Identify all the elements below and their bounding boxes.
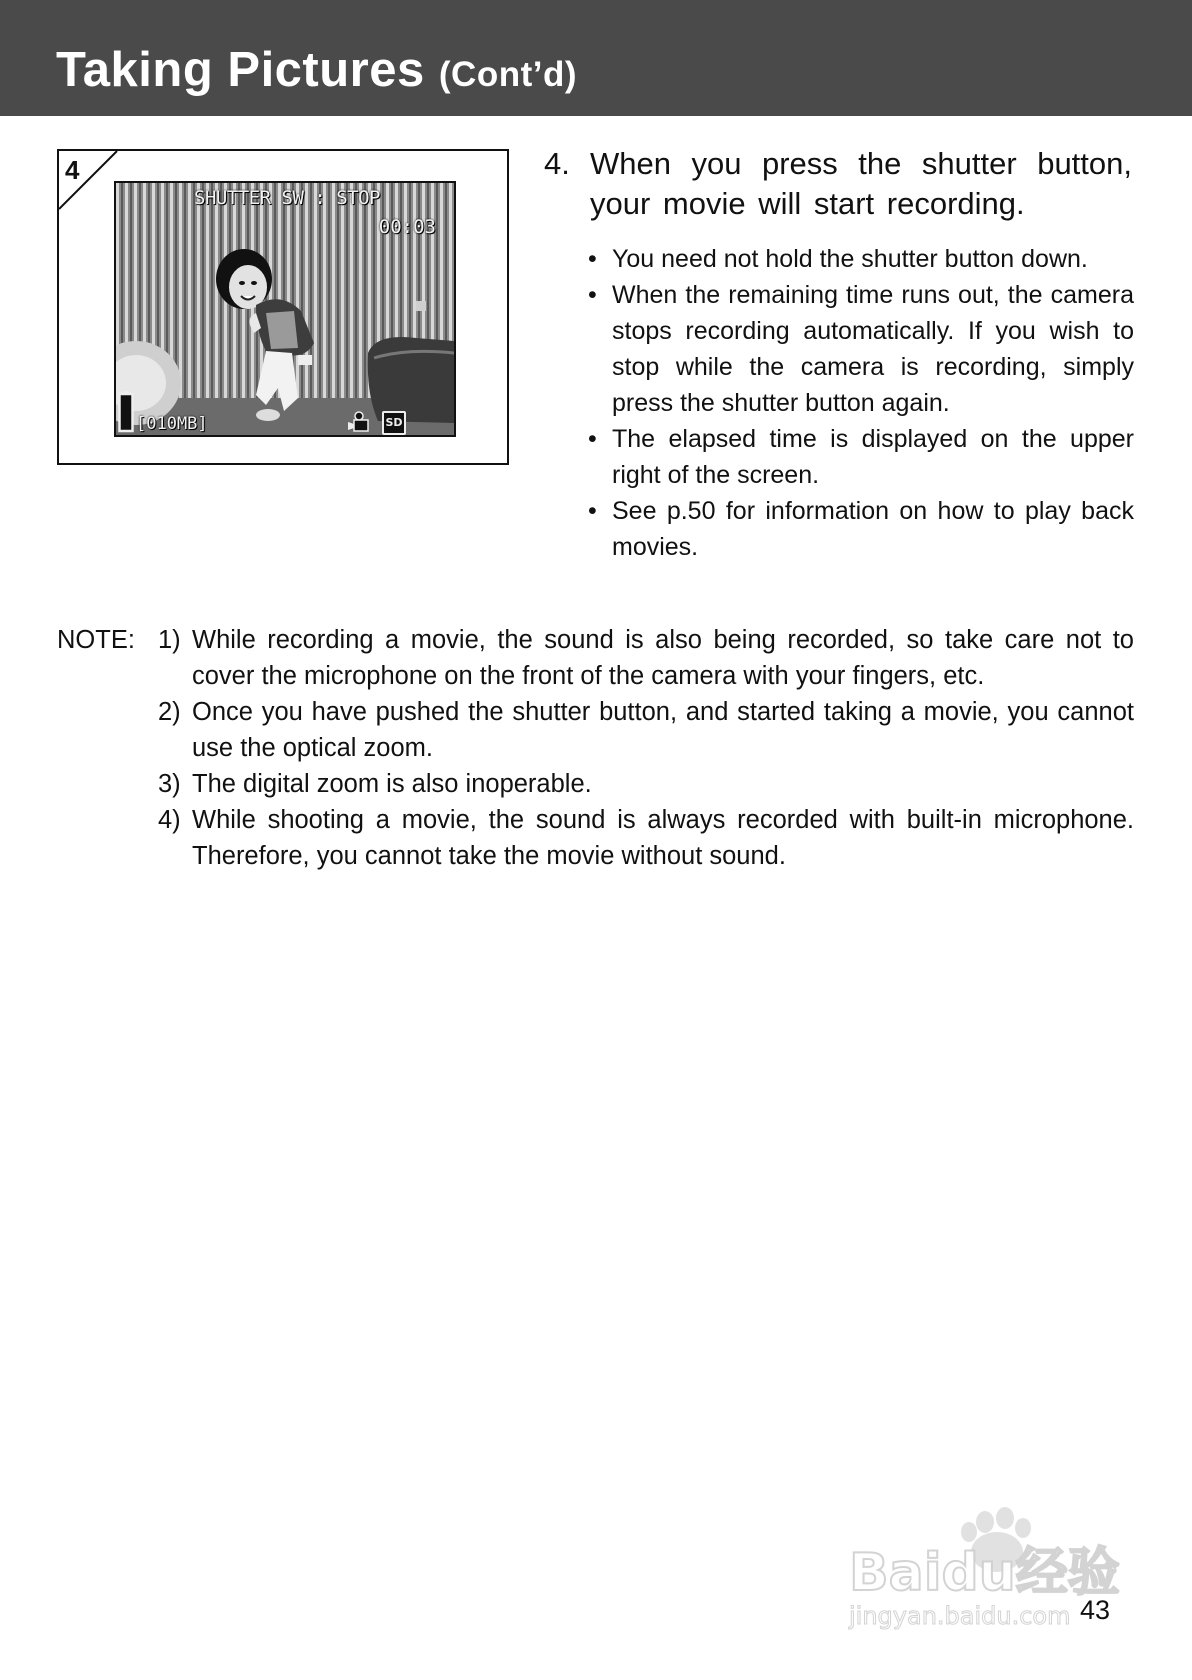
bullet-text: The elapsed time is displayed on the upper right of the screen. xyxy=(612,425,1134,489)
bullet-icon: • xyxy=(588,497,597,525)
step-bullet-list xyxy=(586,241,1134,565)
note-item-number: 1) xyxy=(158,626,181,654)
movie-camera-icon xyxy=(348,411,374,433)
bullet-text: You need not hold the shutter button down. xyxy=(612,245,1088,273)
page-title xyxy=(56,40,577,105)
note-item-number: 4) xyxy=(158,806,181,834)
bullet-icon: • xyxy=(588,245,597,273)
note-item-text: While recording a movie, the sound is also being recorded, so take care not to cover the microphone on the front of the camera with your fingers, etc. xyxy=(192,626,1134,690)
note-item xyxy=(158,694,1134,766)
page-number: 43 xyxy=(1080,1595,1111,1625)
osd-status-text: SHUTTER SW : STOP xyxy=(194,187,380,209)
bullet-icon: • xyxy=(588,281,597,309)
note-item-number: 3) xyxy=(158,770,181,798)
bullet-item xyxy=(586,493,1134,565)
battery-icon xyxy=(118,391,134,433)
header-bar xyxy=(0,0,1192,116)
figure-4-box xyxy=(57,149,509,465)
note-list xyxy=(158,622,1134,874)
note-item xyxy=(158,622,1134,694)
note-label: NOTE: xyxy=(57,626,135,654)
step-text: When you press the shutter button, your movie will start recording. xyxy=(590,146,1132,221)
note-section xyxy=(57,622,1134,874)
bullet-item xyxy=(586,421,1134,493)
sd-card-icon: SD xyxy=(382,411,406,435)
note-item-text: While shooting a movie, the sound is always recorded with built-in microphone. Therefore, you cannot take the movie without sound. xyxy=(192,806,1134,870)
note-item-text: The digital zoom is also inoperable. xyxy=(192,770,592,798)
osd-memory-remaining: [010MB] xyxy=(136,414,208,434)
bullet-text: When the remaining time runs out, the camera stops recording automatically. If you wish to stop while the camera is recording, simply press the shutter button again. xyxy=(612,281,1134,417)
page-title-main: Taking Pictures xyxy=(56,43,425,97)
step-number: 4. xyxy=(544,146,570,181)
camera-lcd-screen xyxy=(114,181,456,437)
osd-elapsed-time: 00:03 xyxy=(378,216,436,238)
watermark-url-text: jingyan.baidu.com xyxy=(849,1602,1071,1630)
bullet-icon: • xyxy=(588,425,597,453)
note-item-text: Once you have pushed the shutter button, and started taking a movie, you cannot use the optical zoom. xyxy=(192,698,1134,762)
bullet-item xyxy=(586,277,1134,421)
page-title-cont: (Cont’d) xyxy=(438,55,577,94)
figure-number: 4 xyxy=(65,155,80,185)
watermark-logo-text: Baidu经验 xyxy=(849,1543,1120,1603)
step-4 xyxy=(544,144,1132,224)
bullet-text: See p.50 for information on how to play back movies. xyxy=(612,497,1134,561)
note-item xyxy=(158,802,1134,874)
note-item-number: 2) xyxy=(158,698,181,726)
note-item xyxy=(158,766,1134,802)
bullet-item xyxy=(586,241,1134,277)
